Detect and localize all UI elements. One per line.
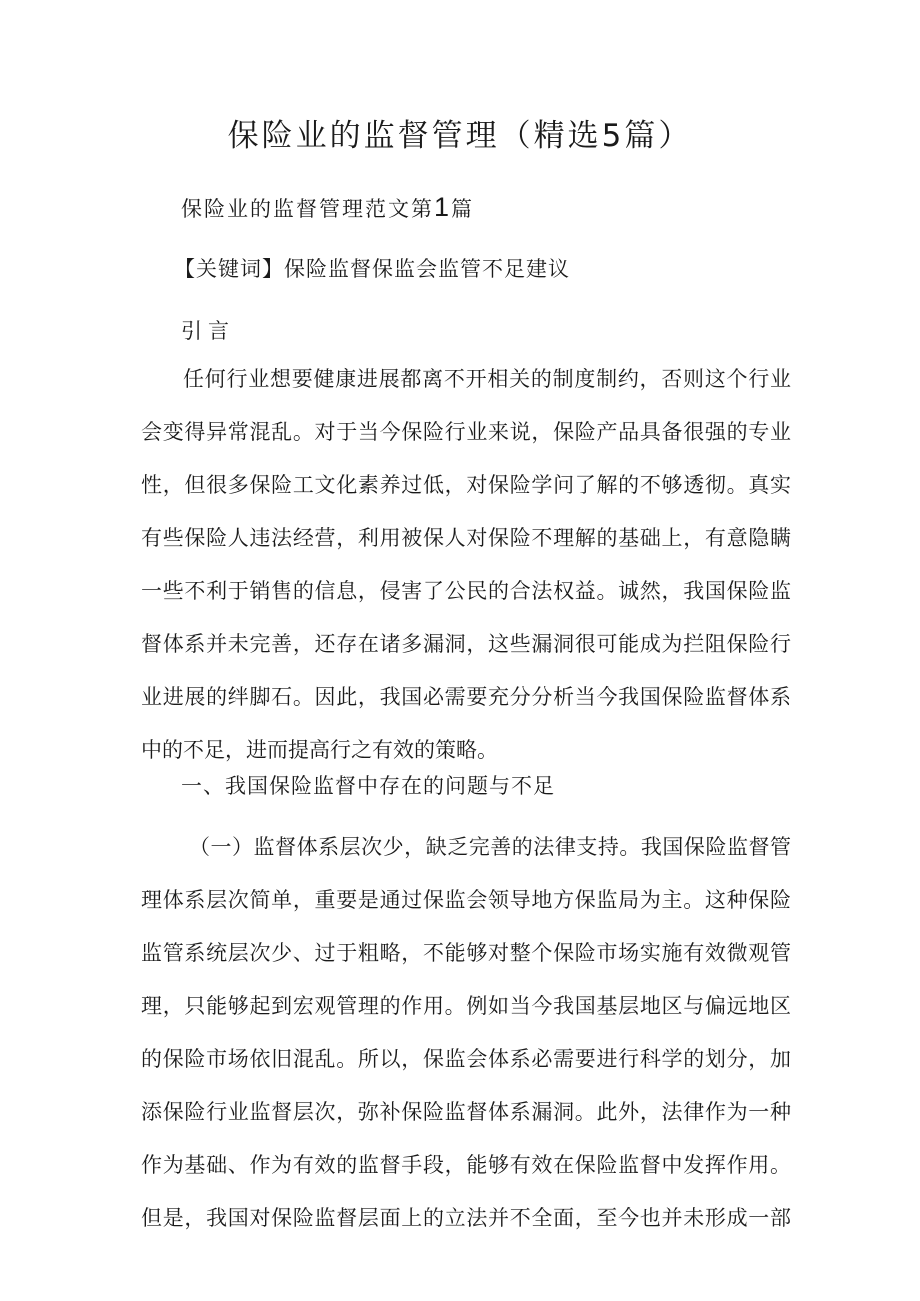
subtitle-prefix: 保险业的监督管理范文第 <box>181 197 434 221</box>
paragraph-line: 理，只能够起到宏观管理的作用。例如当今我国基层地区与偏远地区 <box>141 994 791 1018</box>
paragraph-line: 但是，我国对保险监督层面上的立法并不全面，至今也并未形成一部 <box>141 1206 791 1230</box>
paragraph-line: 业进展的绊脚石。因此，我国必需要充分分析当今我国保险监督体系 <box>141 685 791 709</box>
section-one-paragraph <box>141 821 791 1245</box>
paragraph-line: 督体系并未完善，还存在诸多漏洞，这些漏洞很可能成为拦阻保险行 <box>141 632 791 656</box>
paragraph-line: 性，但很多保险工文化素养过低，对保险学问了解的不够透彻。真实 <box>141 473 791 497</box>
paragraph-line: 理体系层次简单，重要是通过保监会领导地方保监局为主。这种保险 <box>141 888 791 912</box>
paragraph-line: 添保险行业监督层次，弥补保险监督体系漏洞。此外，法律作为一种 <box>141 1100 791 1124</box>
paragraph-line: （一）监督体系层次少，缺乏完善的法律支持。我国保险监督管 <box>189 835 791 859</box>
paragraph-line: 监管系统层次少、过于粗略，不能够对整个保险市场实施有效微观管 <box>141 941 791 965</box>
intro-heading: 引言 <box>181 319 235 343</box>
paragraph-line: 一些不利于销售的信息，侵害了公民的合法权益。诚然，我国保险监 <box>141 579 791 603</box>
subtitle-suffix: 篇 <box>451 197 475 221</box>
document-title: 保险业的监督管理（精选5篇） <box>227 118 693 154</box>
paragraph-line: 中的不足，进而提高行之有效的策略。 <box>141 738 498 762</box>
paragraph-line: 任何行业想要健康进展都离不开相关的制度制约，否则这个行业 <box>183 367 791 391</box>
intro-paragraph <box>141 353 791 777</box>
keywords-line: 【关键词】保险监督保监会监管不足建议 <box>174 257 570 281</box>
subtitle-number: 1 <box>434 192 452 222</box>
paragraph-line: 的保险市场依旧混乱。所以，保监会体系必需要进行科学的划分，加 <box>141 1047 791 1071</box>
article-subtitle <box>181 192 474 224</box>
paragraph-line: 会变得异常混乱。对于当今保险行业来说，保险产品具备很强的专业 <box>141 420 791 444</box>
paragraph-line: 作为基础、作为有效的监督手段，能够有效在保险监督中发挥作用。 <box>141 1153 791 1177</box>
section-one-heading: 一、我国保险监督中存在的问题与不足 <box>181 774 555 798</box>
paragraph-line: 有些保险人违法经营，利用被保人对保险不理解的基础上，有意隐瞒 <box>141 526 791 550</box>
